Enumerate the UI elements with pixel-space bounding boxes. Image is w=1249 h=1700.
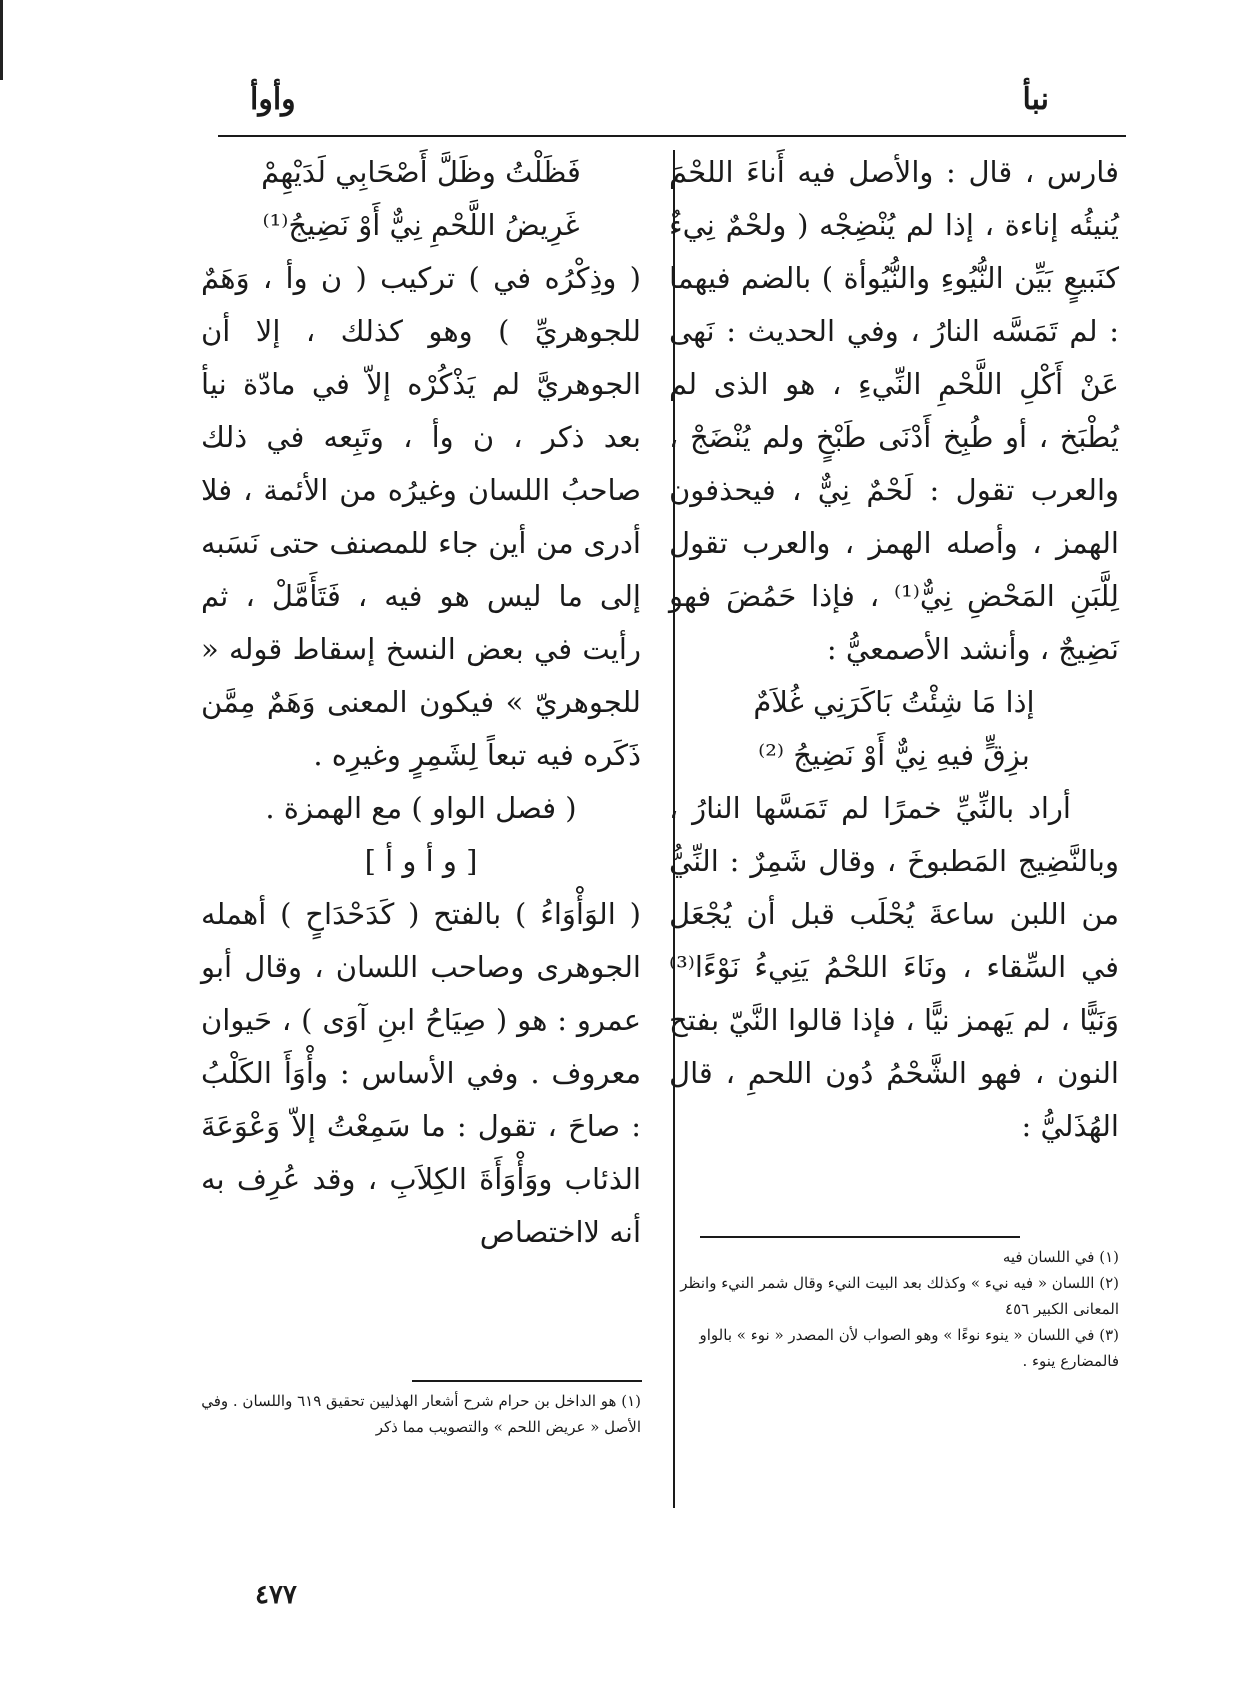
left-verse-line-1: فَظَلْتُ وظَلَّ أَصْحَابِي لَدَيْهِمْ: [261, 155, 581, 189]
left-footnote-1: (١) هو الداخل بن حرام شرح أشعار الهذليين تحقيق ٦١٩ واللسان . وفي الأصل « عريض اللحم » والتصويب مما ذكر: [201, 1392, 641, 1436]
left-footnotes: [201, 1388, 641, 1440]
right-footnote-rule: [700, 1236, 1020, 1238]
right-footnote-1: (١) في اللسان فيه: [1002, 1248, 1119, 1266]
right-paragraph-2: أراد بالنِّيِّ خمرًا لم تَمَسَّها النارُ ، وبالنَّضِيج المَطبوخَ ، وقال شَمِرٌ : النِّيُّ من اللبن ساعةَ يُحْلَب قبل أن يُجْعَل في السِّقاء ، ونَاءَ اللحْمُ يَنِيءُ نَوْءًا⁽³⁾ وَنَيًّا ، لم يَهمز نيًّا ، فإذا قالوا النَّيّ بفتح النون ، فهو الشَّحْمُ دُون اللحمِ ، قال الهُذَليُّ :: [669, 791, 1119, 1143]
left-footnote-rule: [412, 1380, 642, 1382]
right-verse-line-2: بزِقٍّ فيهِ نِيٌّ أَوْ نَضِيجُ ⁽²⁾: [758, 738, 1030, 772]
header-right-word: نبأ: [1022, 82, 1049, 117]
left-column: [201, 146, 641, 1259]
left-verse-line-2: غَرِيضُ اللَّحْمِ نِيٌّ أَوْ نَضِيجُ⁽¹⁾: [262, 208, 580, 242]
scan-edge: [0, 0, 3, 80]
right-footnotes: [671, 1244, 1119, 1374]
page-number: ٤٧٧: [255, 1580, 297, 1610]
left-paragraph: ( وذِكْرُه في ) تركيب ( ن وأ ، وَهَمٌ للجوهريِّ ) وهو كذلك ، إلا أن الجوهريَّ لم يَذْكُرْه إلاّ في مادّة نيأ بعد ذكر ، ن وأ ، وتَبِعه في ذلك صاحبُ اللسان وغيرُه من الأئمة ، فلا أدرى من أين جاء للمصنف حتى نَسَبه إلى ما ليس هو فيه ، فَتَأَمَّلْ ، ثم رأيت في بعض النسخ إسقاط قوله « للجوهريّ » فيكون المعنى وَهَمٌ مِمَّن ذَكَره فيه تبعاً لِشَمِرٍ وغيرِه .: [201, 261, 641, 772]
right-paragraph-1: فارس ، قال : والأصل فيه أَناءَ اللحْمَ يُنيئُه إناءة ، إذا لم يُنْضِجْه ( ولحْمٌ نِيءٌ كنَبيعٍ بَيِّن النُّيُوءِ والنُّيُوأة ) بالضم فيهما : لم تَمَسَّه النارُ ، وفي الحديث : نَهى عَنْ أَكْلِ اللَّحْمِ النِّيءِ ، هو الذى لم يُطْبَخ ، أو طُبِخ أَدْنَى طَبْخٍ ولم يُنْضَجْ ، والعرب تقول : لَحْمٌ نِيٌّ ، فيحذفون الهمز ، وأصله الهمز ، والعرب تقول لِلَّبَنِ المَحْضِ نِيٌّ⁽¹⁾ ، فإذا حَمُضَ فهو نَضِيجٌ ، وأنشد الأصمعيُّ :: [669, 155, 1119, 666]
header-rule: [218, 135, 1126, 137]
right-footnote-2: (٢) اللسان « فيه نيء » وكذلك بعد البيت النيء وقال شمر النيء وانظر المعانى الكبير ٤٥٦: [680, 1274, 1119, 1318]
entry-title: [ و أ و أ ]: [364, 844, 478, 878]
right-footnote-3: (٣) في اللسان « ينوء نوءًا » وهو الصواب لأن المصدر « نوء » بالواو فالمضارع ينوء .: [699, 1326, 1119, 1370]
right-verse-line-1: إذا مَا شِئْتُ بَاكَرَنِي غُلاَمٌ: [753, 685, 1035, 719]
entry-text: ( الوَأْوَاءُ ) بالفتح ( كَدَحْدَاحٍ ) أهمله الجوهرى وصاحب اللسان ، وقال أبو عمرو : هو ( صِيَاحُ ابنِ آوَى ) ، حَيوان معروف . وفي الأساس : وأْوَأَ الكَلْبُ : صاحَ ، تقول : ما سَمِعْتُ إلاّ وَعْوَعَةَ الذئاب ووَأْوَأَةَ الكِلاَبِ ، وقد عُرِف به أنه لااختصاص: [201, 897, 641, 1249]
section-heading: ( فصل الواو ) مع الهمزة .: [265, 791, 577, 825]
right-column: [669, 146, 1119, 1153]
header-left-word: وأوأ: [250, 82, 296, 117]
